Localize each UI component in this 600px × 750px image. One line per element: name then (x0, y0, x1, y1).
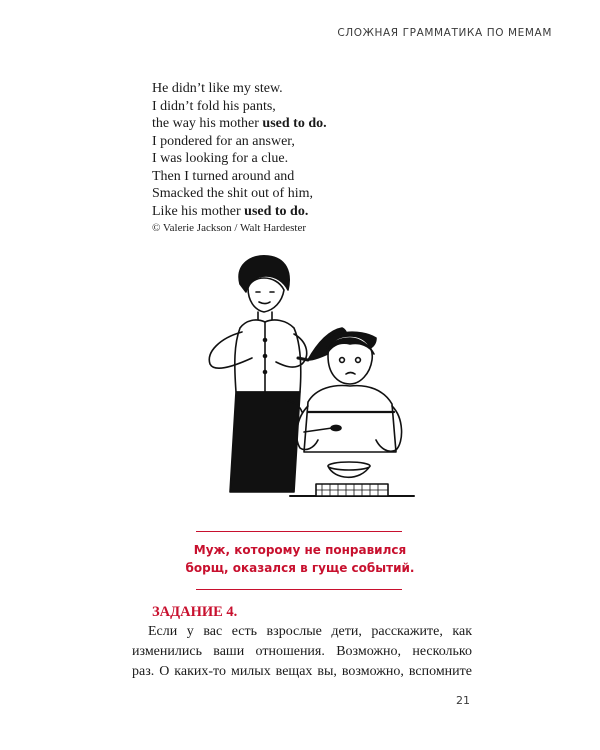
caption-line: борщ, оказался в гуще событий. (185, 561, 415, 575)
task-line: раз. О каких-то милых вещах вы, возможно, вспомните (132, 664, 472, 679)
poem (152, 80, 472, 234)
poem-line: the way his mother used to do. (152, 116, 327, 131)
caption-line: Муж, которому не понравился (193, 543, 407, 557)
poem-line: Smacked the shit out of him, (152, 186, 313, 201)
illustration-woman-hitting-husband (190, 252, 420, 507)
poem-credit: © Valerie Jackson / Walt Hardester (152, 222, 306, 234)
running-head: СЛОЖНАЯ ГРАММАТИКА ПО МЕМАМ (337, 27, 552, 39)
poem-line: Like his mother used to do. (152, 203, 309, 219)
caption-rule-bottom (196, 589, 402, 590)
illustration-caption (150, 541, 450, 577)
task-line: Если у вас есть взрослые дети, расскажите, как (148, 624, 472, 639)
caption-rule-top (196, 531, 402, 532)
task-heading: ЗАДАНИЕ 4. (152, 604, 238, 620)
page-number: 21 (456, 694, 470, 707)
poem-line: I was looking for a clue. (152, 151, 289, 166)
poem-line: He didn’t like my stew. (152, 81, 283, 96)
poem-line: Then I turned around and (152, 168, 295, 184)
poem-line: I pondered for an answer, (152, 133, 295, 149)
task-body (132, 622, 472, 682)
poem-line: I didn’t fold his pants, (152, 98, 276, 114)
task-line: изменились ваши отношения. Возможно, несколько (132, 644, 472, 659)
